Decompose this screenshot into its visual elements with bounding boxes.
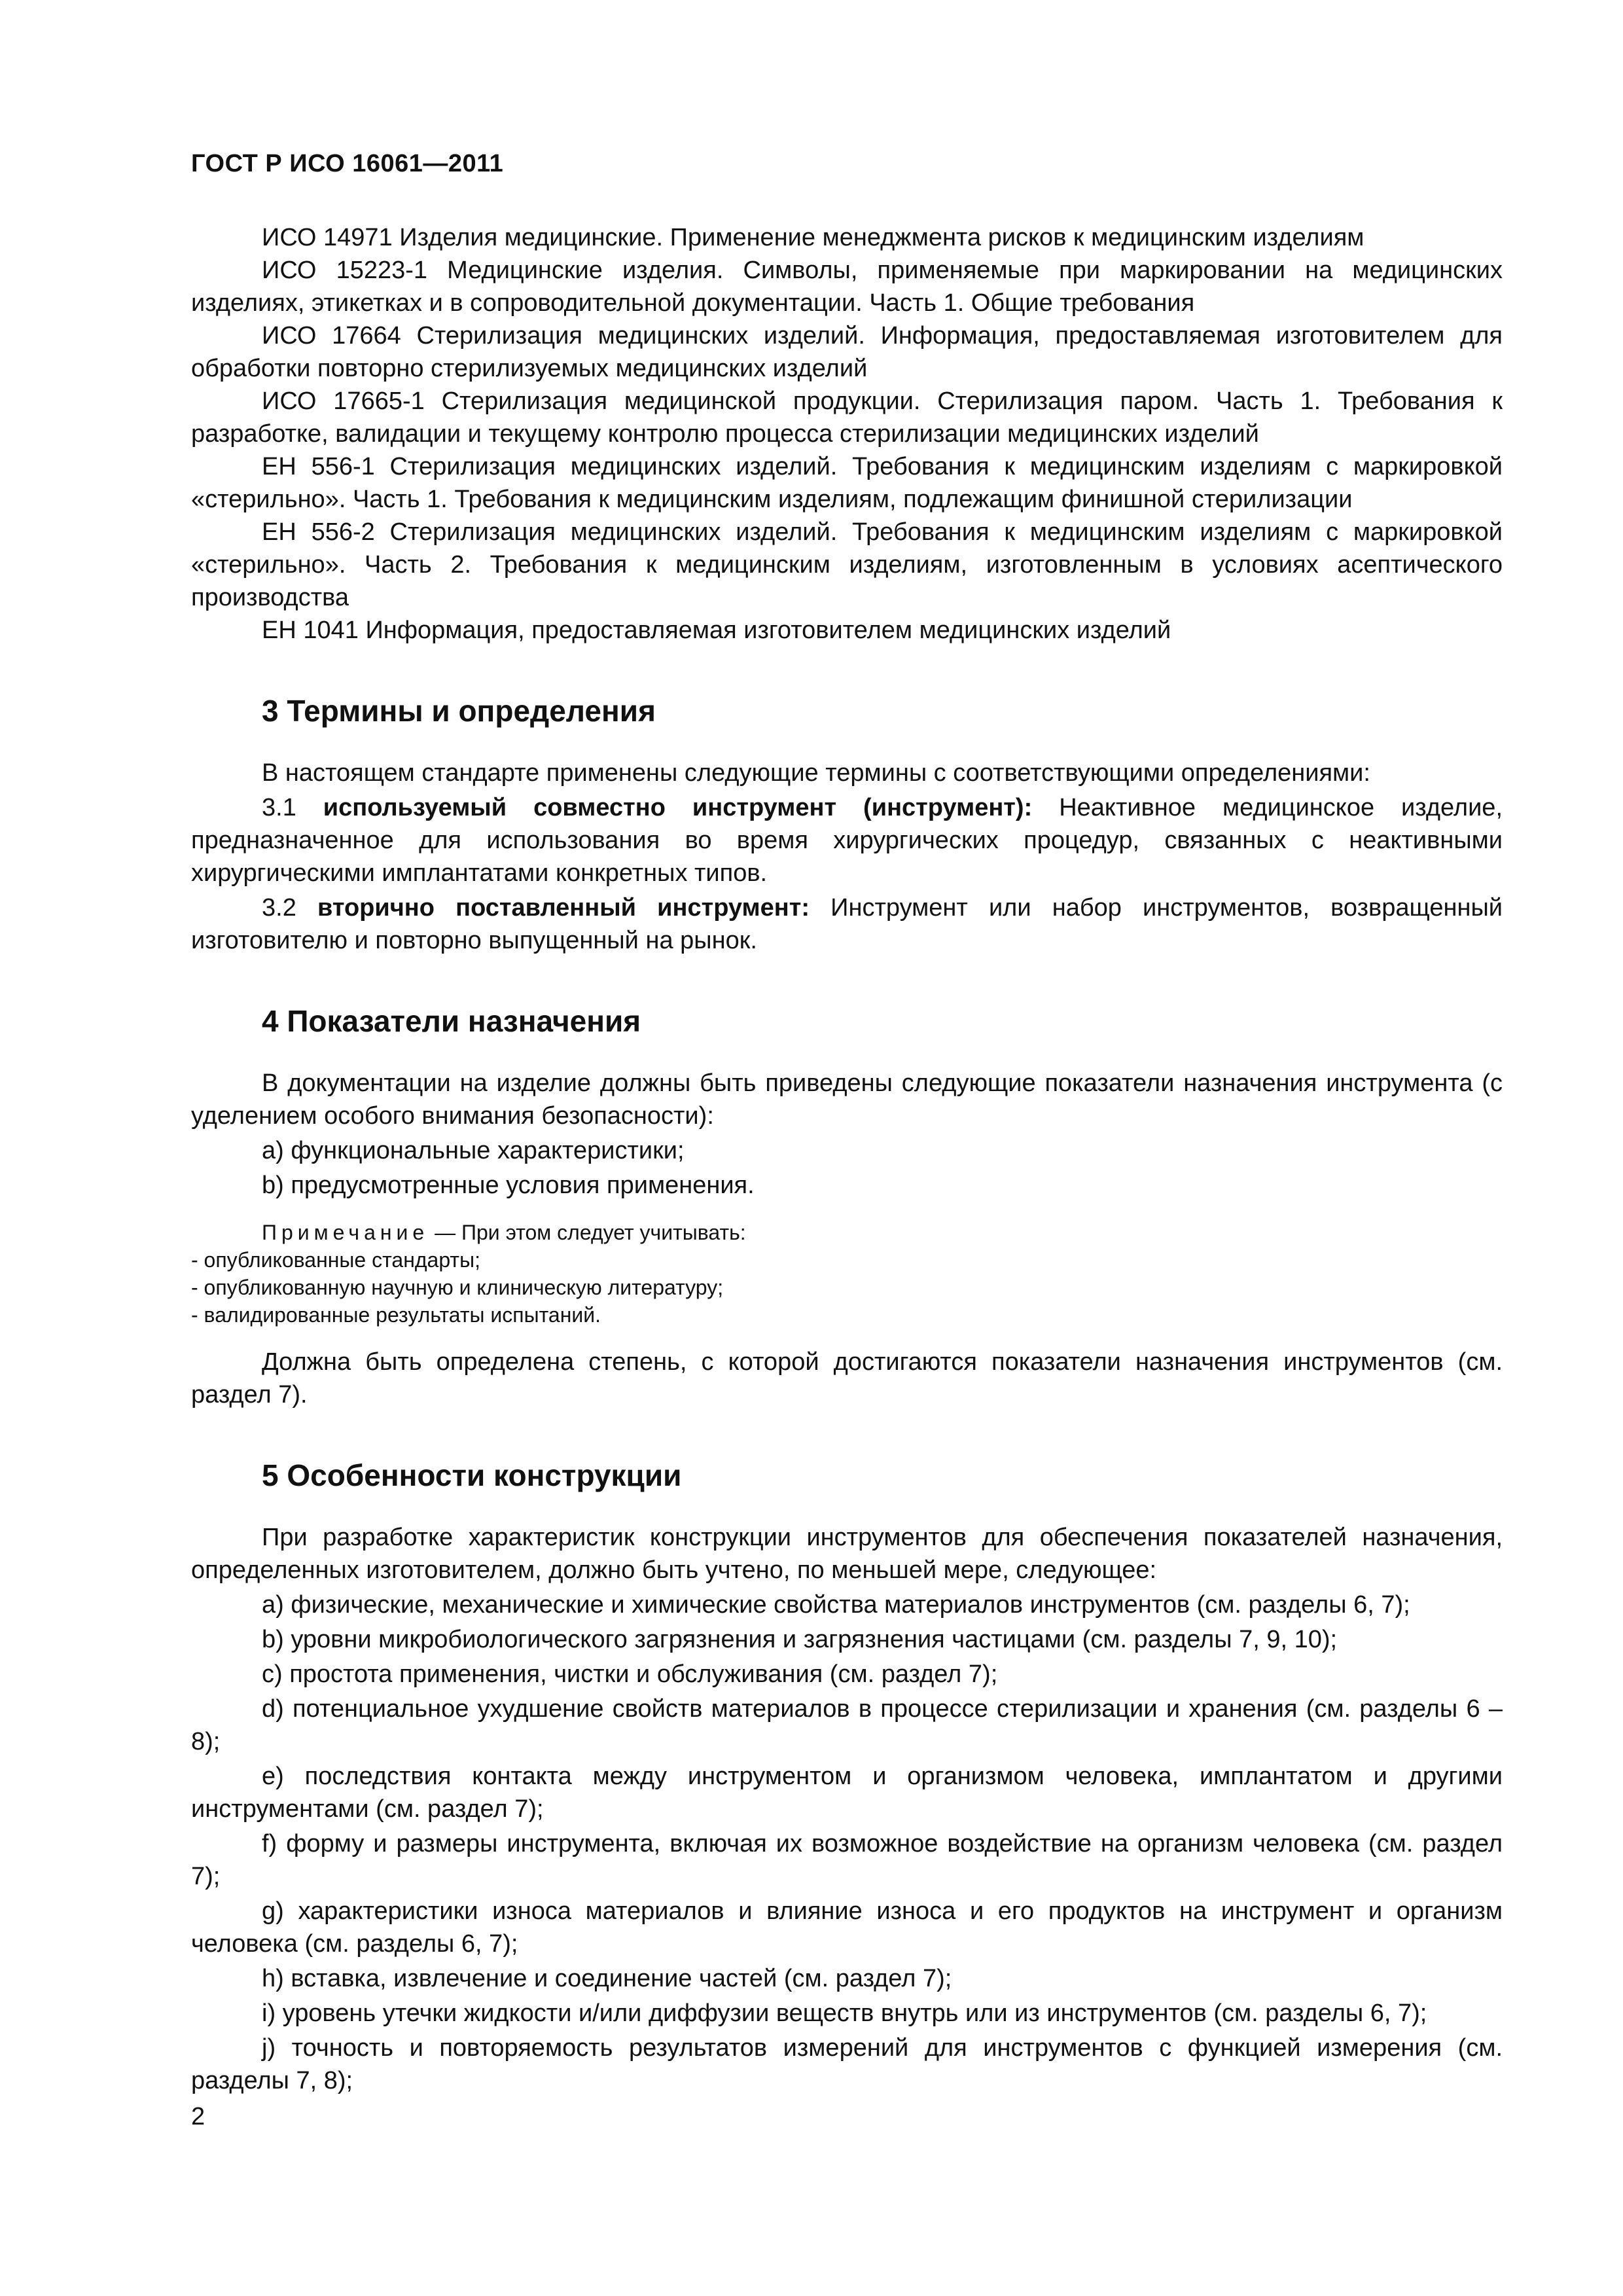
note-text: — При этом следует учитывать: (429, 1221, 746, 1244)
normative-references-list (191, 221, 1503, 647)
reference-item: ИСО 17664 Стерилизация медицинских изделий. Информация, предоставляемая изготовителем для обработки повторно стерилизуемых медицинских изделий (191, 322, 1503, 382)
list-item: g) характеристики износа материалов и влияние износа и его продуктов на инструмент и организм человека (см. разделы 6, 7); (191, 1897, 1503, 1958)
reference-item: ИСО 15223-1 Медицинские изделия. Символы, применяемые при маркировании на медицинских изделиях, этикетках и в сопроводительной документации. Часть 1. Общие требования (191, 257, 1503, 317)
note-label: Примечание (262, 1221, 429, 1244)
list-item: b) предусмотренные условия применения. (262, 1172, 755, 1199)
note-item: - опубликованную научную и клиническую литературу; (191, 1276, 724, 1299)
list-item: i) уровень утечки жидкости и/или диффузии веществ внутрь или из инструментов (см. разделы 6, 7); (262, 2000, 1427, 2027)
section-closing: Должна быть определена степень, с которой достигаются показатели назначения инструментов (см. раздел 7). (191, 1348, 1503, 1408)
term-definition (191, 891, 1503, 957)
list-item: e) последствия контакта между инструментом и организмом человека, имплантатом и другими инструментами (см. раздел 7); (191, 1763, 1503, 1823)
term-number: 3.1 (262, 794, 323, 821)
list-item: j) точность и повторяемость результатов измерений для инструментов с функцией измерения (см. разделы 7, 8); (191, 2034, 1503, 2094)
note-heading (191, 1219, 1503, 1246)
term-text: Неактивное медицинское изделие, предназначенное для использования во время хирургических процедур, связанных с неактивными хирургическими имплантатами конкретных типов. (191, 794, 1503, 887)
list-item: h) вставка, извлечение и соединение частей (см. раздел 7); (262, 1965, 952, 1992)
term-definition (191, 791, 1503, 889)
reference-item: ИСО 17665-1 Стерилизация медицинской продукции. Стерилизация паром. Часть 1. Требования к разработке, валидации и текущему контролю процесса стерилизации медицинских изделий (191, 387, 1503, 448)
reference-item: ЕН 556-1 Стерилизация медицинских изделий. Требования к медицинским изделиям с маркировкой «стерильно». Часть 1. Требования к медицинским изделиям, подлежащим финишной стерилизации (191, 453, 1503, 513)
term-name: вторично поставленный инструмент: (317, 894, 810, 922)
section-intro: В документации на изделие должны быть приведены следующие показатели назначения инструмента (с уделением особого внимания безопасности): (191, 1069, 1503, 1130)
section-design (191, 1456, 1503, 2097)
section-performance (191, 1001, 1503, 1411)
term-name: используемый совместно инструмент (инструмент): (323, 794, 1033, 821)
reference-item: ЕН 556-2 Стерилизация медицинских изделий. Требования к медицинским изделиям с маркировкой «стерильно». Часть 2. Требования к медицинским изделиям, изготовленным в условиях асептического производства (191, 518, 1503, 611)
note-item: - валидированные результаты испытаний. (191, 1303, 601, 1327)
note-item: - опубликованные стандарты; (191, 1248, 480, 1272)
list-item: c) простота применения, чистки и обслуживания (см. раздел 7); (262, 1660, 998, 1688)
page-content (191, 221, 1503, 2097)
term-number: 3.2 (262, 894, 317, 922)
list-item: d) потенциальное ухудшение свойств материалов в процессе стерилизации и хранения (см. разделы 6 – 8); (191, 1695, 1503, 1755)
list-item: a) функциональные характеристики; (262, 1137, 685, 1164)
list-item: b) уровни микробиологического загрязнения и загрязнения частицами (см. разделы 7, 9, 10); (262, 1626, 1338, 1653)
section-heading: 4 Показатели назначения (262, 1004, 641, 1038)
page-number: 2 (191, 2103, 205, 2130)
reference-item: ЕН 1041 Информация, предоставляемая изготовителем медицинских изделий (262, 617, 1171, 644)
section-intro: При разработке характеристик конструкции инструментов для обеспечения показателей назначения, определенных изготовителем, должно быть учтено, по меньшей мере, следующее: (191, 1524, 1503, 1584)
section-terms (191, 691, 1503, 957)
section-intro: В настоящем стандарте применены следующие термины с соответствующими определениями: (262, 759, 1370, 787)
term-text: Инструмент или набор инструментов, возвращенный изготовителю и повторно выпущенный на рынок. (191, 894, 1503, 954)
reference-item: ИСО 14971 Изделия медицинские. Применение менеджмента рисков к медицинским изделиям (262, 224, 1364, 251)
section-heading: 5 Особенности конструкции (262, 1458, 682, 1492)
note-block (191, 1219, 1503, 1329)
section-heading: 3 Термины и определения (262, 694, 656, 728)
list-item: a) физические, механические и химические свойства материалов инструментов (см. разделы 6, 7); (262, 1591, 1410, 1619)
document-code-header: ГОСТ Р ИСО 16061—2011 (191, 150, 504, 177)
list-item: f) форму и размеры инструмента, включая их возможное воздействие на организм человека (см. раздел 7); (191, 1830, 1503, 1890)
